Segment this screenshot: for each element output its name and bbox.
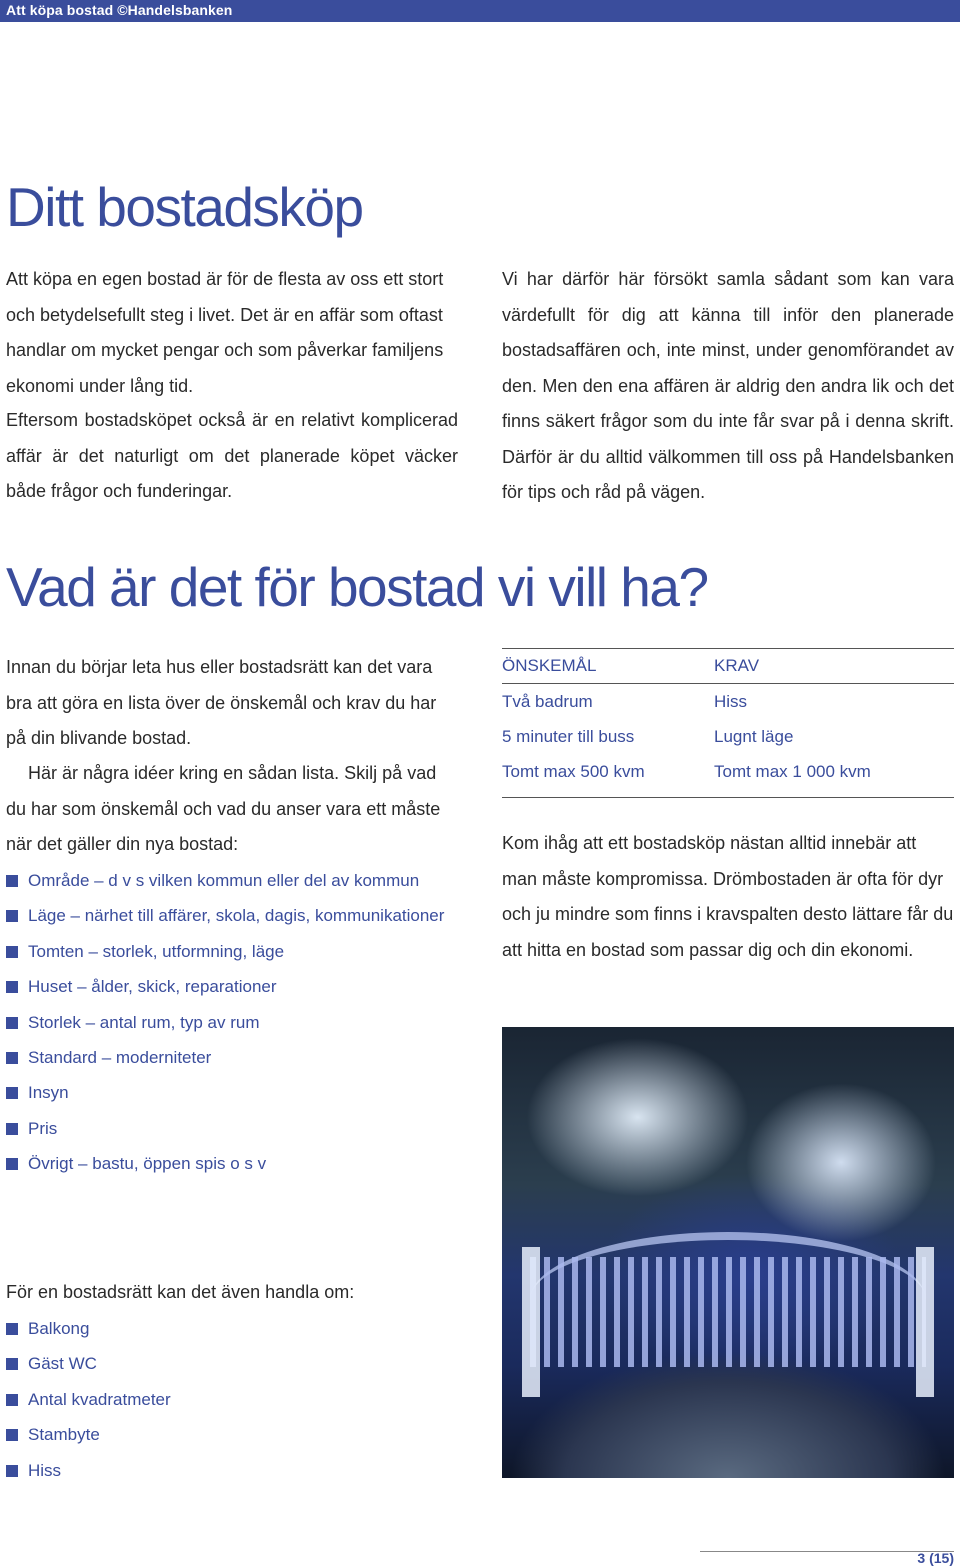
list-item: Storlek – antal rum, typ av rum [6, 1005, 468, 1040]
section-heading: Vad är det för bostad vi vill ha? [6, 556, 708, 618]
table-cell: Två badrum [502, 692, 593, 711]
list-item: Övrigt – bastu, öppen spis o s v [6, 1146, 468, 1181]
page-number: 3 (15) [917, 1550, 954, 1566]
list-item: Pris [6, 1111, 468, 1146]
intro-paragraph-right: Vi har därför här försökt samla sådant som kan vara värdefullt för dig att känna till inför den planerade bostadsaffären och, inte minst, under genomförandet av den. Men den ena affären är aldrig den andra lik och det finns säkert frågor som du inte får svar på i denna skrift. Därför är du alltid välkommen till oss på Handelsbanken för tips och råd på vägen. [502, 269, 954, 502]
table-cell: Tomt max 500 kvm [502, 762, 645, 781]
wish-list [6, 863, 468, 1182]
gate-post-right [916, 1247, 934, 1397]
list-intro-paragraph-2: Här är några idéer kring en sådan lista. Skilj på vad du har som önskemål och vad du anser vara ett måste när det gäller din nya bostad: [6, 763, 441, 854]
list-item: Tomten – storlek, utformning, läge [6, 934, 468, 969]
list-item: Antal kvadratmeter [6, 1382, 468, 1417]
square-bullet-icon [6, 1394, 18, 1406]
header-bar [0, 0, 960, 22]
table-cell: Tomt max 1 000 kvm [714, 762, 871, 781]
square-bullet-icon [6, 1429, 18, 1441]
header-title: Att köpa bostad ©Handelsbanken [6, 2, 233, 18]
gate-post-left [522, 1247, 540, 1397]
list-item: Standard – moderniteter [6, 1040, 468, 1075]
square-bullet-icon [6, 1123, 18, 1135]
gate-photo [502, 1027, 954, 1478]
square-bullet-icon [6, 910, 18, 922]
list-item: Hiss [6, 1453, 468, 1488]
square-bullet-icon [6, 1017, 18, 1029]
list-item: Läge – närhet till affärer, skola, dagis, kommunikationer [6, 898, 468, 933]
bostadsratt-list [6, 1311, 468, 1488]
list-intro-paragraph-1: Innan du börjar leta hus eller bostadsrätt kan det vara bra att göra en lista över de önskemål och krav du har på din blivande bostad. [6, 657, 437, 748]
square-bullet-icon [6, 875, 18, 887]
square-bullet-icon [6, 1158, 18, 1170]
page-title: Ditt bostadsköp [6, 176, 363, 238]
square-bullet-icon [6, 1052, 18, 1064]
square-bullet-icon [6, 981, 18, 993]
list-item: Huset – ålder, skick, reparationer [6, 969, 468, 1004]
table-bottom-rule [502, 797, 954, 798]
table-cell: 5 minuter till buss [502, 727, 635, 746]
table-cell: Lugnt läge [714, 727, 794, 746]
list-item: Balkong [6, 1311, 468, 1346]
list-item: Gäst WC [6, 1346, 468, 1381]
square-bullet-icon [6, 1465, 18, 1477]
table-cell: Hiss [714, 692, 748, 711]
intro-paragraph-1: Att köpa en egen bostad är för de flesta av oss ett stort och betydelsefullt steg i livet. Det är en affär som oftast handlar om mycket pengar och som påverkar familjens ekonomi under lång tid. [6, 269, 444, 396]
intro-paragraph-2: Eftersom bostadsköpet också är en relativt komplicerad affär är det naturligt om det planerade köpet väcker både frågor och funderingar. [6, 410, 458, 501]
list-item: Område – d v s vilken kommun eller del av kommun [6, 863, 468, 898]
list2-intro: För en bostadsrätt kan det även handla om: [6, 1282, 355, 1302]
list-item: Stambyte [6, 1417, 468, 1452]
square-bullet-icon [6, 1323, 18, 1335]
list-item: Insyn [6, 1075, 468, 1110]
square-bullet-icon [6, 1358, 18, 1370]
compromise-note: Kom ihåg att ett bostadsköp nästan alltid innebär att man måste kompromissa. Drömbostaden är ofta för dyr och ju mindre som finns i kravspalten desto lättare får du att hitta en bostad som passar dig och din ekonomi. [502, 833, 954, 960]
footer-rule [700, 1551, 954, 1552]
table-header-requirement: KRAV [714, 656, 760, 675]
table-header-rule [502, 683, 954, 684]
square-bullet-icon [6, 946, 18, 958]
table-header-wish: ÖNSKEMÅL [502, 656, 597, 675]
square-bullet-icon [6, 1087, 18, 1099]
gate-pickets-shape [530, 1257, 926, 1367]
table-top-rule [502, 648, 954, 649]
